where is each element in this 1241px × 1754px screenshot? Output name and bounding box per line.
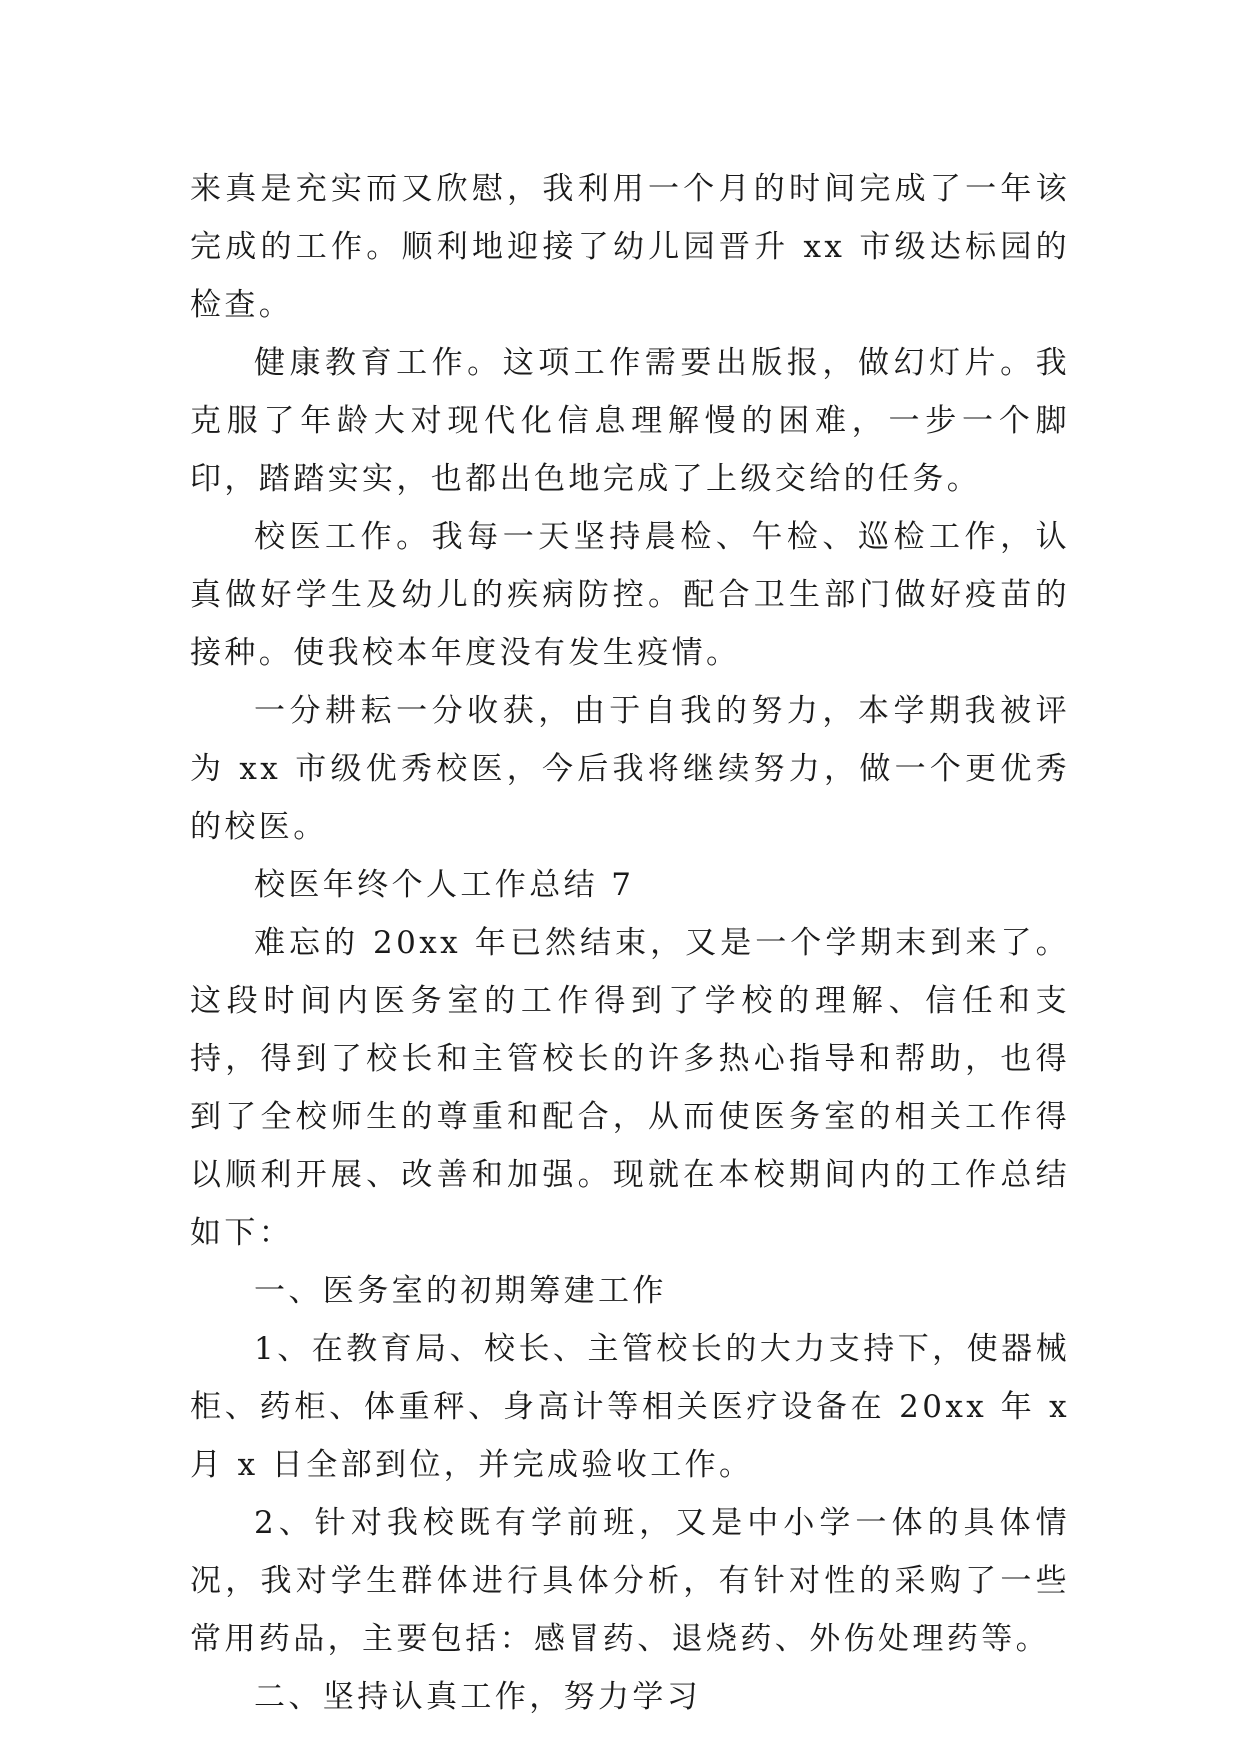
section-heading-summary-7: 校医年终个人工作总结 7 xyxy=(254,867,635,903)
paragraph-year-review: 难忘的 20xx 年已然结束，又是一个学期末到来了。这段时间内医务室的工作得到了学校的理解、信任和支持，得到了校长和主管校长的许多热心指导和帮助，也得到了全校师生的尊重和配合，从而使医务室的相关工作得以顺利开展、改善和加强。现就在本校期间内的工作总结如下： xyxy=(190,925,1070,1251)
paragraph-harvest: 一分耕耘一分收获，由于自我的努力，本学期我被评为 xx 市级优秀校医，今后我将继续努力，做一个更优秀的校医。 xyxy=(190,693,1070,845)
list-item-2: 2、针对我校既有学前班，又是中小学一体的具体情况，我对学生群体进行具体分析，有针对性的采购了一些常用药品，主要包括：感冒药、退烧药、外伤处理药等。 xyxy=(190,1505,1070,1657)
paragraph-health-education: 健康教育工作。这项工作需要出版报，做幻灯片。我克服了年龄大对现代化信息理解慢的困难，一步一个脚印，踏踏实实，也都出色地完成了上级交给的任务。 xyxy=(190,345,1070,497)
heading-work-and-study: 二、坚持认真工作，努力学习 xyxy=(254,1679,702,1715)
document-body xyxy=(190,160,1070,1726)
heading-initial-setup: 一、医务室的初期筹建工作 xyxy=(254,1273,667,1309)
paragraph-continuation: 来真是充实而又欣慰，我利用一个月的时间完成了一年该完成的工作。顺利地迎接了幼儿园晋升 xx 市级达标园的检查。 xyxy=(190,171,1070,323)
paragraph-school-doctor-work: 校医工作。我每一天坚持晨检、午检、巡检工作，认真做好学生及幼儿的疾病防控。配合卫生部门做好疫苗的接种。使我校本年度没有发生疫情。 xyxy=(190,519,1070,671)
list-item-1: 1、在教育局、校长、主管校长的大力支持下，使器械柜、药柜、体重秤、身高计等相关医疗设备在 20xx 年 x 月 x 日全部到位，并完成验收工作。 xyxy=(190,1331,1070,1483)
